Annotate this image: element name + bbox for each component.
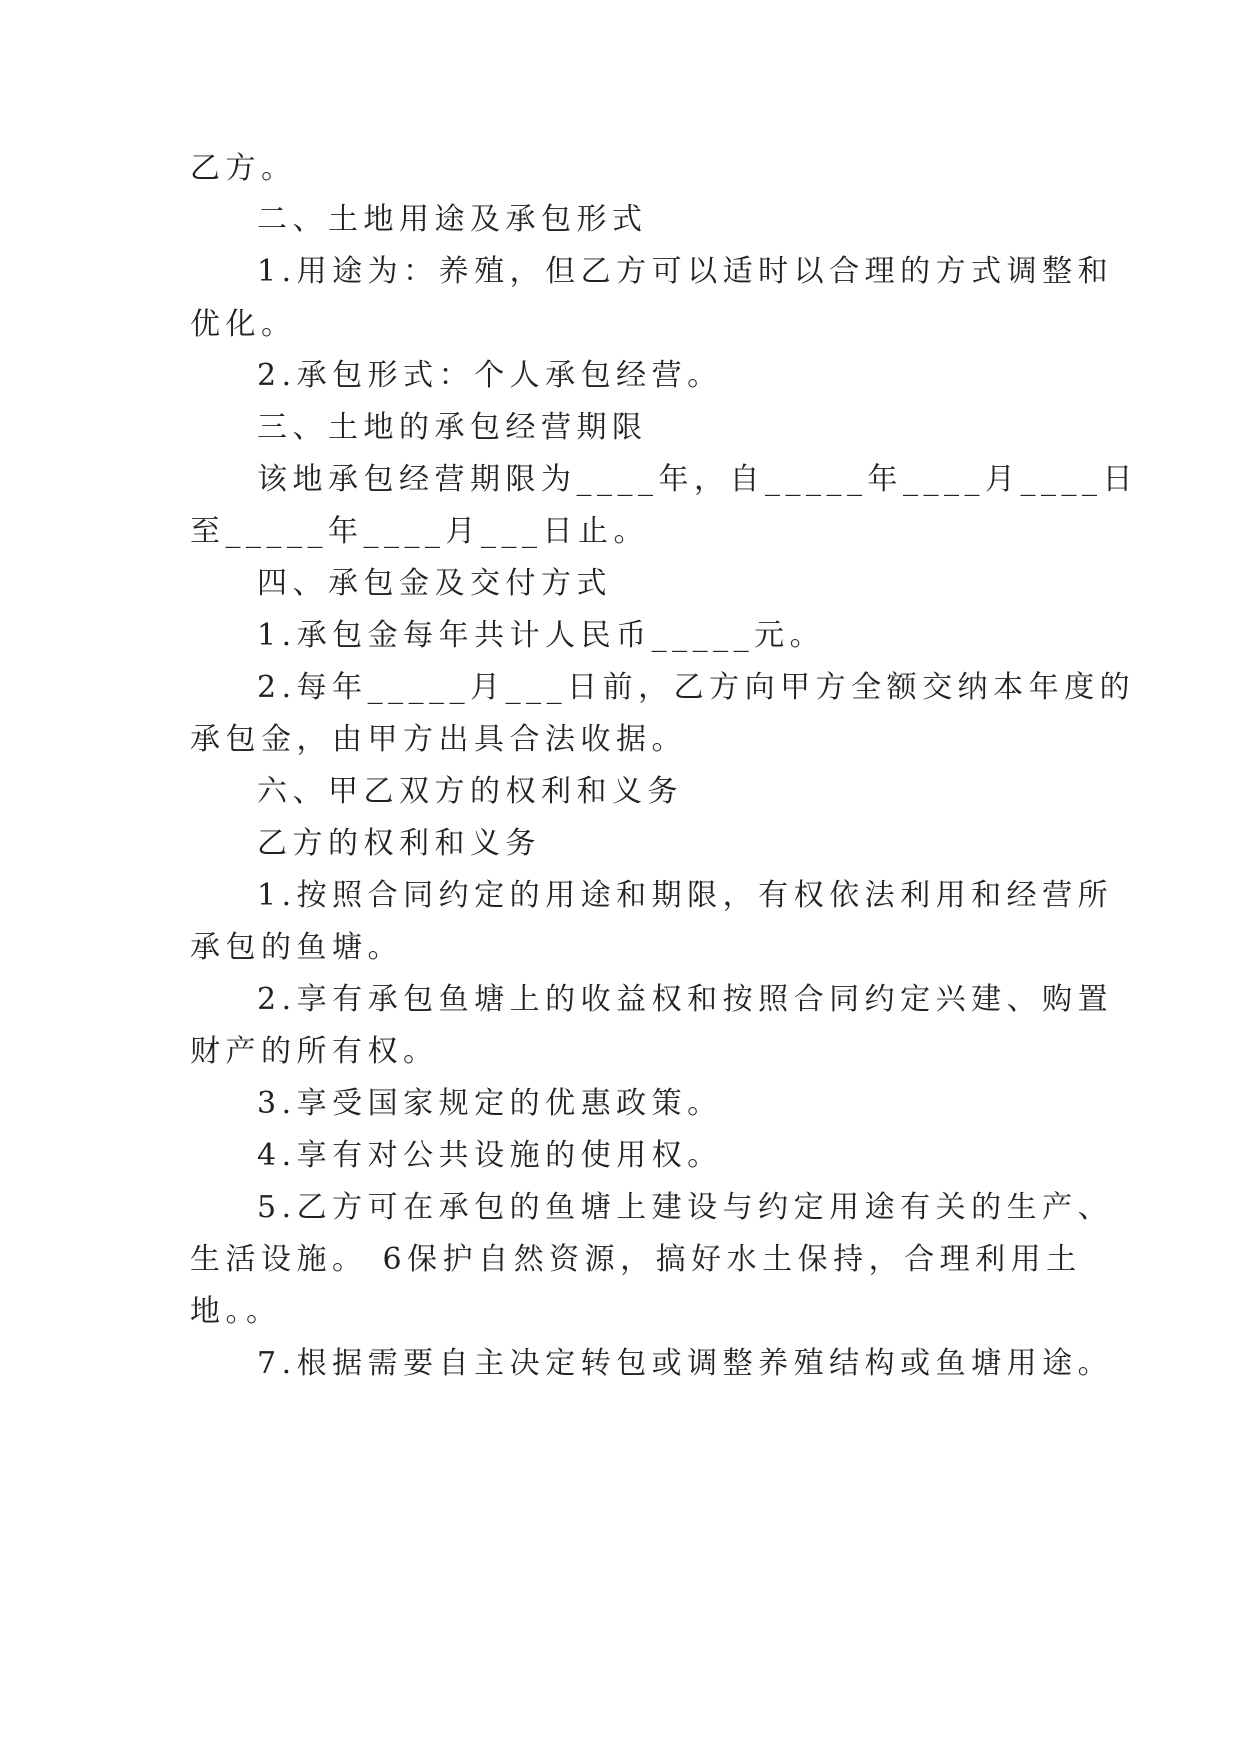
right-2-cont: 财产的所有权。 <box>190 1034 439 1069</box>
right-7: 7.根据需要自主决定转包或调整养殖结构或鱼塘用途。 <box>257 1346 1114 1381</box>
right-3: 3.享受国家规定的优惠政策。 <box>257 1086 723 1121</box>
right-6-cont: 地。。 <box>190 1294 282 1329</box>
text-line-1: 乙方。 <box>190 151 297 186</box>
section-heading-2: 二、土地用途及承包形式 <box>257 202 648 237</box>
right-5: 5.乙方可在承包的鱼塘上建设与约定用途有关的生产、 <box>257 1190 1114 1225</box>
right-1-cont: 承包的鱼塘。 <box>190 930 403 965</box>
clause-4-2: 2.每年_____月___日前，乙方向甲方全额交纳本年度的 <box>257 670 1136 705</box>
term-clause: 该地承包经营期限为____年，自_____年____月____日 <box>257 462 1138 497</box>
clause-2-1-cont: 优化。 <box>190 307 297 342</box>
clause-2-2: 2.承包形式：个人承包经营。 <box>257 358 723 393</box>
section-heading-4: 四、承包金及交付方式 <box>257 566 612 601</box>
clause-4-2-cont: 承包金，由甲方出具合法收据。 <box>190 722 687 757</box>
clause-2-1: 1.用途为：养殖，但乙方可以适时以合理的方式调整和 <box>257 254 1114 289</box>
clause-4-1: 1.承包金每年共计人民币_____元。 <box>257 618 826 653</box>
right-4: 4.享有对公共设施的使用权。 <box>257 1138 723 1173</box>
right-2: 2.享有承包鱼塘上的收益权和按照合同约定兴建、购置 <box>257 982 1114 1017</box>
right-5-cont: 生活设施。 6保护自然资源，搞好水土保持，合理利用土 <box>190 1242 1082 1277</box>
right-1: 1.按照合同约定的用途和期限，有权依法利用和经营所 <box>257 878 1114 913</box>
section-heading-3: 三、土地的承包经营期限 <box>257 410 648 445</box>
section-heading-6: 六、甲乙双方的权利和义务 <box>257 774 683 809</box>
subsection-heading: 乙方的权利和义务 <box>257 826 541 861</box>
term-clause-cont: 至_____年____月___日止。 <box>190 514 649 549</box>
